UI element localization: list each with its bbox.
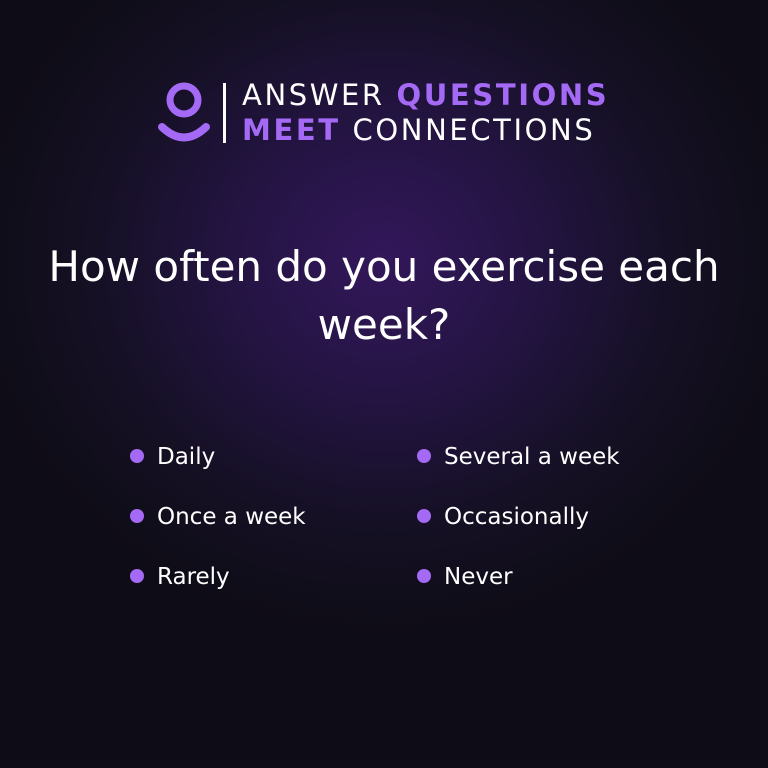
tagline-connections: CONNECTIONS [352,113,596,147]
option-daily[interactable] [130,438,417,476]
question-title: How often do you exercise each week? [48,242,720,349]
bullet-dot-icon [130,569,144,583]
header-divider [223,83,226,143]
option-label: Once a week [157,504,306,530]
brand-header [156,78,609,148]
option-label: Several a week [444,444,620,470]
option-once-a-week[interactable] [130,498,417,536]
option-label: Daily [157,444,216,470]
option-label: Rarely [157,564,230,590]
tagline-line-1 [242,78,609,113]
bullet-dot-icon [417,449,431,463]
tagline-answer: ANSWER [242,78,385,112]
tagline-meet: MEET [242,113,341,147]
option-rarely[interactable] [130,558,417,596]
answer-options [130,438,670,596]
tagline-questions: QUESTIONS [396,78,610,112]
tagline [242,78,609,148]
option-label: Occasionally [444,504,589,530]
person-icon [156,78,212,148]
tagline-line-2 [242,113,609,148]
bullet-dot-icon [417,509,431,523]
option-occasionally[interactable] [417,498,670,536]
bullet-dot-icon [130,509,144,523]
bullet-dot-icon [417,569,431,583]
bullet-dot-icon [130,449,144,463]
option-label: Never [444,564,513,590]
option-never[interactable] [417,558,670,596]
option-several-a-week[interactable] [417,438,670,476]
